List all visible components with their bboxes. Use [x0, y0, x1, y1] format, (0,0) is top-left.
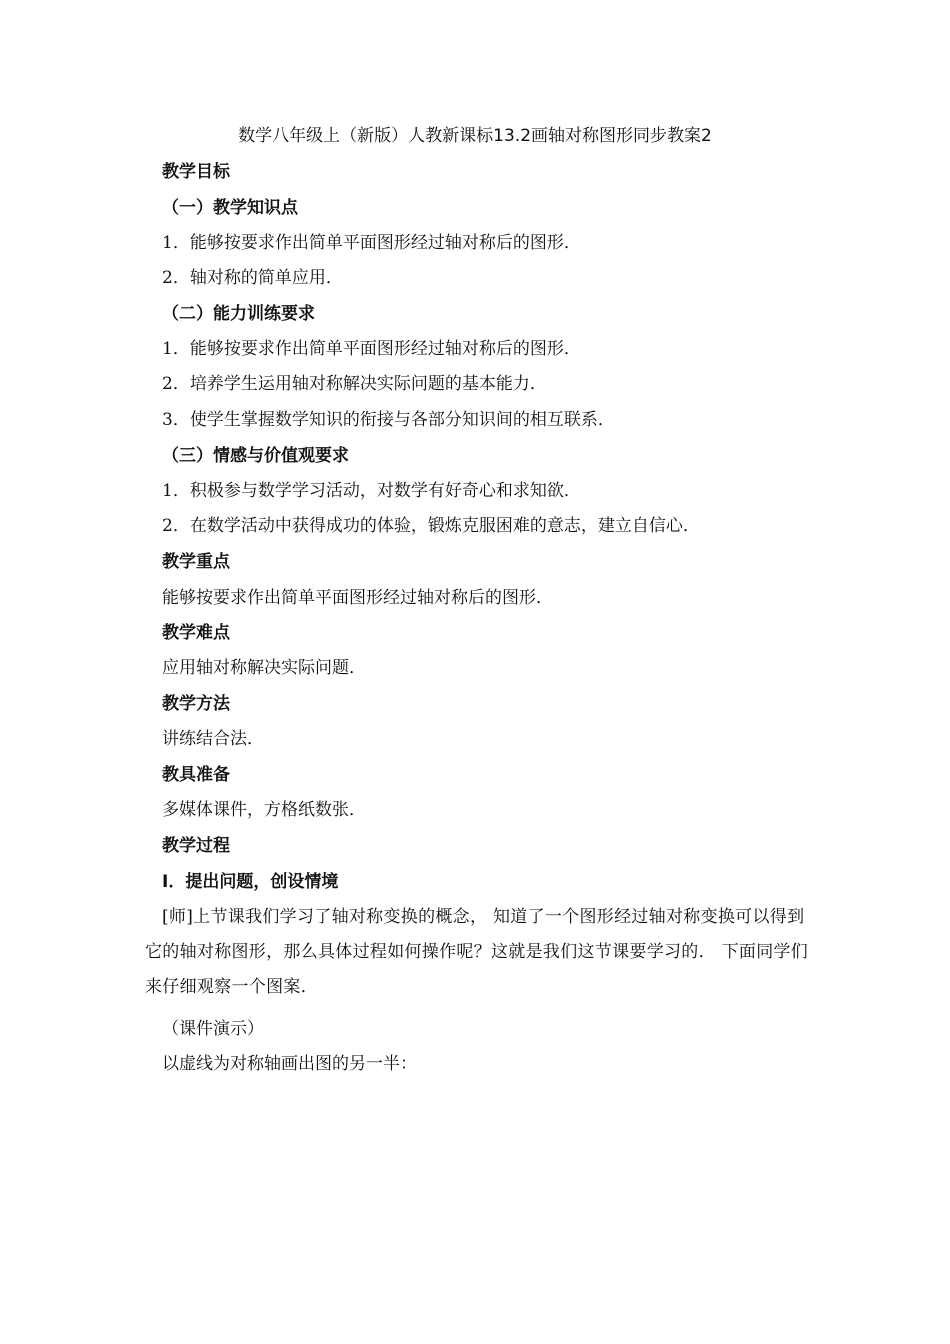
method-heading: 教学方法: [162, 694, 230, 714]
ability-heading: （二）能力训练要求: [162, 304, 315, 324]
tools-heading: 教具准备: [162, 765, 230, 785]
step1-heading: Ⅰ．提出问题，创设情境: [162, 872, 339, 892]
knowledge-item: 1．能够按要求作出简单平面图形经过轴对称后的图形．: [162, 233, 581, 253]
emotion-item: 2．在数学活动中获得成功的体验，锻炼克服困难的意志，建立自信心．: [162, 516, 700, 536]
objectives-heading: 教学目标: [162, 162, 230, 182]
emotion-item: 1．积极参与数学学习活动，对数学有好奇心和求知欲．: [162, 481, 581, 501]
method-text: 讲练结合法．: [162, 729, 264, 749]
tools-text: 多媒体课件，方格纸数张．: [162, 800, 366, 820]
process-heading: 教学过程: [162, 836, 230, 856]
document-title: 数学八年级上（新版）人教新课标13.2画轴对称图形同步教案2: [238, 126, 712, 146]
knowledge-item: 2．轴对称的简单应用．: [162, 268, 343, 288]
difficulty-heading: 教学难点: [162, 623, 230, 643]
key-heading: 教学重点: [162, 552, 230, 572]
task-text: 以虚线为对称轴画出图的另一半：: [162, 1054, 417, 1074]
ability-item: 2．培养学生运用轴对称解决实际问题的基本能力．: [162, 374, 547, 394]
step1-paragraph: [师]上节课我们学习了轴对称变换的概念， 知道了一个图形经过轴对称变换可以得到它的轴对称图形，那么具体过程如何操作呢？这就是我们这节课要学习的． 下面同学们来仔细观察一个图案．: [145, 907, 809, 997]
demo-note: （课件演示）: [162, 1019, 264, 1039]
key-text: 能够按要求作出简单平面图形经过轴对称后的图形．: [162, 588, 553, 608]
difficulty-text: 应用轴对称解决实际问题．: [162, 658, 366, 678]
ability-item: 1．能够按要求作出简单平面图形经过轴对称后的图形．: [162, 339, 581, 359]
knowledge-heading: （一）教学知识点: [162, 198, 298, 218]
ability-item: 3．使学生掌握数学知识的衔接与各部分知识间的相互联系．: [162, 410, 615, 430]
emotion-heading: （三）情感与价值观要求: [162, 446, 349, 466]
